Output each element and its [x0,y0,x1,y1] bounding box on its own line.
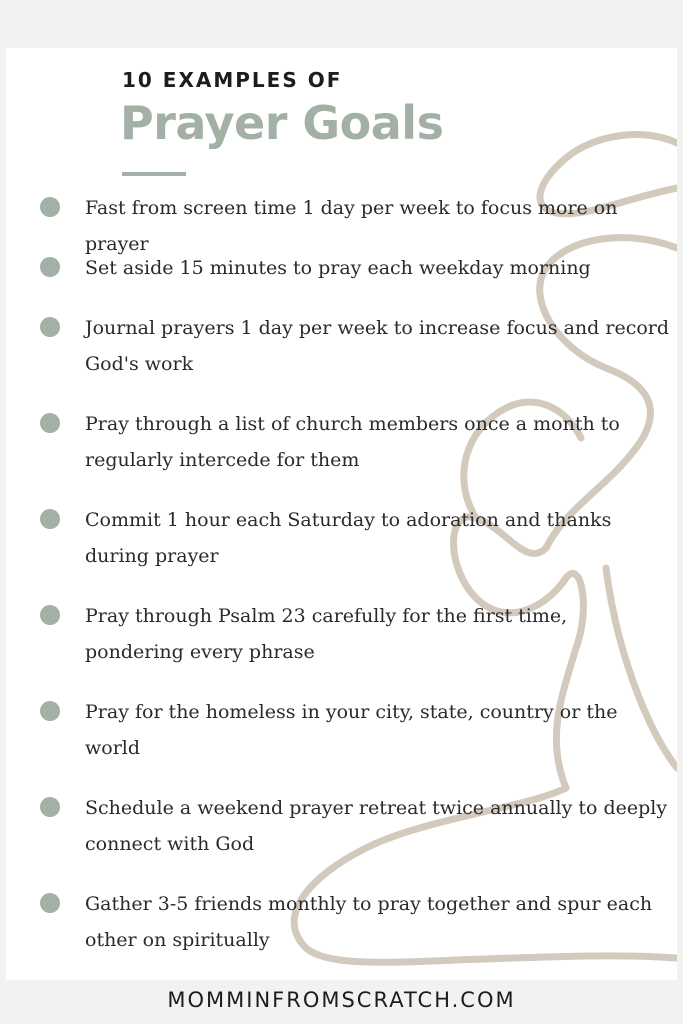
bullet-dot-icon [40,605,60,625]
page-title: Prayer Goals [120,96,444,150]
kicker-heading: 10 EXAMPLES OF [122,68,343,92]
bullet-dot-icon [40,509,60,529]
bullet-dot-icon [40,797,60,817]
goal-text: Pray through a list of church members once a month to regularly intercede for them [85,413,620,471]
goal-text: Gather 3-5 friends monthly to pray together and spur each other on spiritually [85,893,653,951]
goal-text: Journal prayers 1 day per week to increase focus and record God's work [85,317,670,375]
bullet-dot-icon [40,317,60,337]
goal-text: Pray through Psalm 23 carefully for the first time, pondering every phrase [85,605,568,663]
goal-text: Commit 1 hour each Saturday to adoration and thanks during prayer [85,509,612,567]
title-underline [122,172,186,176]
infographic-card [6,48,677,980]
goal-text: Fast from screen time 1 day per week to focus more on prayer [85,197,618,255]
goal-text: Pray for the homeless in your city, state, country or the world [85,701,618,759]
bullet-dot-icon [40,893,60,913]
bullet-dot-icon [40,701,60,721]
goal-text: Schedule a weekend prayer retreat twice annually to deeply connect with God [85,797,668,855]
bullet-dot-icon [40,257,60,277]
bullet-dot-icon [40,197,60,217]
goal-text: Set aside 15 minutes to pray each weekday morning [85,257,591,279]
bullet-dot-icon [40,413,60,433]
footer-website: MOMMINFROMSCRATCH.COM [167,988,516,1012]
